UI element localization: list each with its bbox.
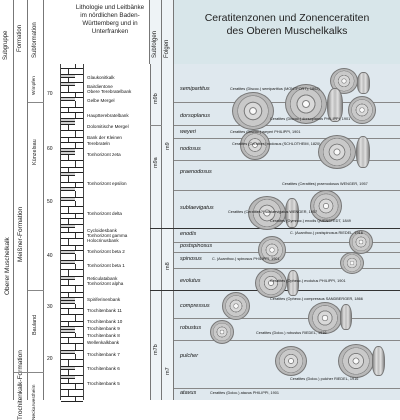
- zone-divider: [174, 388, 400, 389]
- bed-label: Obere Terebratelbank: [87, 89, 132, 94]
- bedding-joint: [75, 344, 76, 350]
- bedding-joint: [75, 397, 76, 401]
- header-subgruppe: Subgruppe: [3, 30, 9, 60]
- bed-label: Tonhorizont delta: [87, 211, 122, 216]
- bedding-joint: [68, 207, 69, 213]
- bed-label: Wellenkalkbank: [87, 340, 120, 345]
- header-formation: Formation: [17, 24, 23, 52]
- bedding-joint: [75, 384, 76, 389]
- title-line-2: des Oberen Muschelkalks: [226, 25, 348, 37]
- bedding-joint: [75, 233, 76, 238]
- bedding-joint: [75, 201, 76, 206]
- header-subformation: Subformation: [32, 22, 38, 58]
- limestone-layer: [61, 344, 83, 351]
- bedding-joint: [75, 161, 76, 167]
- bedding-joint: [75, 131, 76, 137]
- zone-sublaevigatus: sublaevigatus: [180, 205, 214, 211]
- bedding-joint: [75, 254, 76, 260]
- limestone-layer: [61, 360, 83, 367]
- bedding-joint: [75, 264, 76, 269]
- subfolge-m9a: m9a: [153, 157, 159, 168]
- bed-label: Reticulatabank: [87, 276, 118, 281]
- bedding-joint: [68, 219, 69, 224]
- bed-label: Glaukonitkalk: [87, 75, 115, 80]
- limestone-layer: [61, 101, 83, 108]
- ammonite-fossil-image: [338, 344, 374, 378]
- ammonite-fossil-image: [308, 302, 342, 334]
- header-folgen: Folgen: [164, 39, 170, 58]
- bed-label: Spiriferinenbank: [87, 297, 121, 302]
- bedding-joint: [75, 286, 76, 292]
- bedding-joint: [68, 338, 69, 343]
- scale-30: 30: [47, 304, 53, 310]
- header-formation-cell: [14, 0, 28, 64]
- zone-atavus: atavus: [180, 390, 197, 396]
- limestone-layer: [61, 254, 83, 261]
- unit-formation-lower: Trochitenkalk-Formation: [17, 350, 24, 420]
- species-caption: Ceratites (Doloc.) robustus RIEDEL, 1916: [256, 331, 327, 335]
- bedding-joint: [68, 69, 69, 74]
- bedding-joint: [68, 390, 69, 396]
- ammonite-fossil-side-image: [340, 304, 352, 330]
- bed-label: Trochitenbank 7: [87, 352, 120, 357]
- unit-subformation-kuenzelsau: Künzelsau: [32, 139, 38, 165]
- bedding-joint: [68, 176, 69, 182]
- species-caption: C. (Acanthoc.) spinosus PHILIPPI, 1901: [212, 257, 280, 261]
- bedding-joint: [68, 370, 69, 375]
- bedding-joint: [75, 191, 76, 197]
- bedding-joint: [68, 228, 69, 232]
- lithology-column: [60, 64, 84, 400]
- bed-label: Hauptterebratelbank: [87, 113, 129, 118]
- depth-scale: [44, 64, 60, 400]
- limestone-layer: [61, 286, 83, 293]
- header-lithology-cell: [44, 0, 150, 64]
- zone-divider: [174, 318, 400, 319]
- unit-subgruppe: Oberer Muschelkalk: [4, 237, 11, 295]
- ammonite-fossil-side-image: [357, 72, 370, 94]
- bed-label: Trochitenbank 10: [87, 319, 123, 324]
- bedding-joint: [68, 309, 69, 314]
- bedding-joint: [68, 293, 69, 297]
- species-caption: Ceratites (Doloc.) atavus PHILIPPI, 1901: [210, 391, 280, 395]
- zone-enodis: enodis: [180, 231, 197, 237]
- zone-evolutus: evolutus: [180, 278, 201, 284]
- bed-label: Tonhorizont beta 2: [87, 249, 125, 254]
- zone-dorsoplanus: dorsoplanus: [180, 113, 210, 119]
- subfolge-m8: m8: [165, 262, 171, 270]
- bedding-joint: [68, 360, 69, 366]
- zone-spinosus: spinosus: [180, 256, 202, 262]
- header-subformation-cell: [28, 0, 44, 64]
- bedding-joint: [68, 86, 69, 92]
- bedding-joint: [68, 138, 69, 142]
- ammonite-fossil-image: [340, 252, 364, 274]
- bed-label: Trochitenbank 6: [87, 366, 120, 371]
- ammonite-fossil-side-image: [287, 270, 299, 296]
- limestone-layer: [61, 176, 83, 183]
- limestone-layer: [61, 239, 83, 246]
- ammonite-fossil-image: [310, 190, 342, 222]
- divider-kuenzelsau: [28, 290, 44, 291]
- bed-label: Tonhorizont gamma: [87, 233, 128, 238]
- title-line-1: Ceratitenzonen und Zonenceratiten: [204, 12, 370, 24]
- bedding-joint: [75, 246, 76, 250]
- subfolge-divider: [150, 228, 174, 229]
- ammonite-fossil-image: [210, 320, 234, 344]
- zone-praenodosus: praenodosus: [180, 169, 212, 175]
- zone-robustus: robustus: [180, 325, 202, 331]
- unit-subformation-bauland: Bauland: [32, 314, 38, 335]
- zone-nodosus: nodosus: [180, 146, 201, 152]
- unit-formation-upper: Meißner-Formation: [17, 206, 24, 262]
- limestone-layer: [61, 161, 83, 168]
- bedding-joint: [75, 143, 76, 148]
- ammonite-fossil-side-image: [372, 346, 385, 376]
- bedding-joint: [68, 239, 69, 245]
- bedding-joint: [68, 108, 69, 112]
- limestone-layer: [61, 131, 83, 138]
- limestone-layer: [61, 397, 83, 402]
- bedding-joint: [75, 304, 76, 308]
- divider-formation: [14, 372, 44, 373]
- bed-label: Holocrinusbank: [87, 238, 119, 243]
- bed-label: Dolomitische Mergel: [87, 124, 129, 129]
- folgen-column: [162, 64, 174, 400]
- ammonite-fossil-image: [275, 346, 307, 376]
- zone-divider: [174, 125, 400, 126]
- subfolge-divider: [150, 290, 174, 291]
- species-caption: Ceratites (Gymnoc.) enodis QUENSTEDT, 1849: [270, 219, 351, 223]
- bed-label: Terebrateln: [87, 141, 110, 146]
- species-caption: Ceratites (Discoc.) weyeri PHILIPPI, 1901: [230, 130, 301, 134]
- divider-wimpfen: [28, 102, 44, 103]
- bed-label: Tonhorizont epsilon: [87, 181, 127, 186]
- bed-label: Bairdientone: [87, 84, 113, 89]
- scale-50: 50: [47, 199, 53, 205]
- bed-label: Tonhorizont alpha: [87, 281, 124, 286]
- bedding-joint: [75, 64, 76, 68]
- subfolge-m7: m7: [165, 367, 171, 375]
- header-subfolgen-cell: [150, 0, 162, 64]
- bedding-joint: [75, 214, 76, 218]
- bedding-joint: [68, 379, 69, 383]
- ammonite-fossil-image: [222, 292, 250, 320]
- limestone-layer: [61, 191, 83, 198]
- bed-label: Cycloidesbank: [87, 228, 117, 233]
- bedding-joint: [68, 322, 69, 326]
- scale-60: 60: [47, 146, 53, 152]
- species-caption: Ceratites (Discoc.) semipartitus (MONTFORT), 1802): [230, 87, 320, 91]
- bed-label: Trochitenbank 11: [87, 308, 122, 313]
- bedding-joint: [75, 354, 76, 359]
- bed-label: Gelbe Mergel: [87, 98, 115, 103]
- species-caption: C. (Acanthoc.) postspinosus RIEDEL, 1916: [290, 231, 363, 235]
- bedding-joint: [68, 270, 69, 276]
- subfolge-m9: m9: [165, 142, 171, 150]
- ammonite-fossil-image: [348, 96, 376, 124]
- ammonite-fossil-side-image: [356, 136, 370, 168]
- zone-divider: [174, 340, 400, 341]
- limestone-layer: [61, 207, 83, 214]
- unit-subformation-neckarwestheim: Neckarwestheim: [32, 384, 37, 420]
- bed-label: Trochitenbank 9: [87, 326, 120, 331]
- bedding-joint: [68, 280, 69, 285]
- limestone-layer: [61, 270, 83, 277]
- header-lithology: Lithologie und Leitbänke im nördlichen Baden-Württemberg und in Unterfranken: [75, 4, 145, 35]
- species-caption: Ceratites (Opheoc.) evolutus PHILIPPI, 1901: [270, 279, 346, 283]
- bed-label: Tonhorizont zeta: [87, 152, 121, 157]
- limestone-layer: [61, 315, 83, 322]
- ammonite-fossil-image: [232, 92, 274, 130]
- bed-label: Trochitenbank 5: [87, 381, 120, 386]
- bedding-joint: [75, 113, 76, 118]
- bedding-joint: [75, 183, 76, 187]
- subfolge-m9b: m9b: [153, 93, 159, 104]
- bedding-joint: [75, 315, 76, 321]
- bedding-joint: [68, 168, 69, 172]
- zone-weyeri: weyeri: [180, 129, 196, 135]
- header-subfolgen: Subfolgen: [152, 30, 158, 58]
- title-box: [174, 0, 400, 65]
- subgruppe-column: [0, 64, 14, 400]
- ammonite-fossil-image: [318, 135, 356, 169]
- subfolge-m7b: m7b: [153, 344, 159, 355]
- zone-compressus: compressus: [180, 303, 210, 309]
- header-subgruppe-cell: [0, 0, 14, 64]
- species-caption: Ceratites (Ceratites) nodosus (SCHLOTHEIM, 1820): [232, 142, 321, 146]
- bedding-joint: [68, 155, 69, 160]
- species-caption: Ceratites (Ceratites) praenodosus WENGER, 1957: [282, 182, 368, 186]
- zone-postspinosus: postspinosus: [180, 243, 213, 249]
- scale-40: 40: [47, 253, 53, 259]
- bedding-joint: [68, 125, 69, 130]
- zone-divider: [174, 190, 400, 191]
- zone-divider: [174, 268, 400, 269]
- bedding-joint: [75, 101, 76, 107]
- scale-70: 70: [47, 91, 53, 97]
- species-caption: Ceratites (Ceratites?) sublaevigatus WENGER, 1957: [228, 210, 318, 214]
- bed-label: Tonhorizont beta 1: [87, 263, 125, 268]
- ammonite-fossil-image: [255, 268, 287, 298]
- bedding-joint: [75, 333, 76, 337]
- unit-subformation-wimpfen: Wimpfen: [32, 76, 37, 95]
- subformation-column: [28, 64, 44, 400]
- bed-label: Bank der Kleinen: [87, 135, 122, 140]
- zone-pulcher: pulcher: [180, 353, 199, 359]
- scale-20: 20: [47, 356, 53, 362]
- bedding-joint: [75, 93, 76, 97]
- zone-divider: [174, 228, 400, 229]
- bedding-joint: [68, 78, 69, 82]
- limestone-layer: [61, 86, 83, 93]
- zone-semipartitus: semipartitus: [180, 86, 210, 92]
- subfolge-divider: [150, 125, 162, 126]
- limestone-layer: [61, 390, 83, 397]
- species-caption: Ceratites (Discoc.) dorsoplanus PHILIPPI, 1901: [270, 117, 351, 121]
- bed-label: Trochitenbank 8: [87, 333, 120, 338]
- species-caption: Ceratites (Opheoc.) compressus SANDBERGER, 1866: [270, 297, 363, 301]
- species-caption: Ceratites (Doloc.) pulcher RIEDEL, 1916: [290, 377, 359, 381]
- header-folgen-cell: [162, 0, 174, 64]
